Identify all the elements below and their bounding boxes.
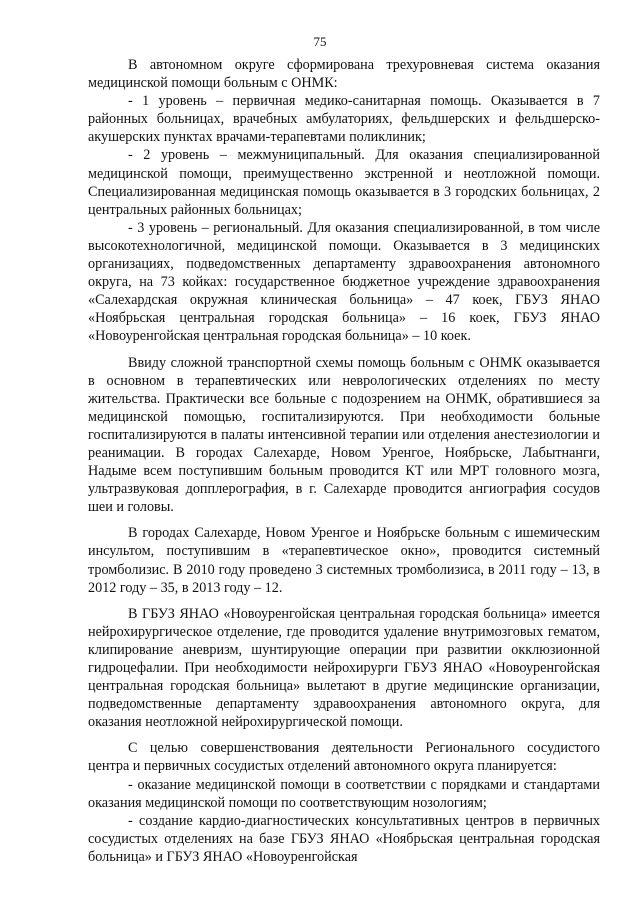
paragraph-neurosurgery: В ГБУЗ ЯНАО «Новоуренгойская центральная городская больница» имеется нейрохирургическое отделение, где проводится удаление внутримозговых гематом, клипирование аневризм, шунтирующие операции при развитии окклюзионной гидроцефалии. При необходимости нейрохирурги ГБУЗ ЯНАО «Новоуренгойская центральная городская больница» вылетают в другие медицинские организации, подведомственные департаменту здравоохранения автономного округа, для оказания неотложной нейрохирургической помощи.	[88, 605, 600, 731]
paragraph-thrombolysis: В городах Салехарде, Новом Уренгое и Ноябрьске больным с ишемическим инсультом, поступившим в «терапевтическое окно», проводится системный тромболизис. В 2010 году проведено 3 системных тромболизиса, в 2011 году – 13, в 2012 году – 35, в 2013 году – 12.	[88, 525, 600, 596]
paragraph-plans-intro: С целью совершенствования деятельности Регионального сосудистого центра и первичных сосудистых отделений автономного округа планируется:	[88, 740, 600, 775]
paragraph-plan-item-2: - создание кардио-диагностических консультативных центров в первичных сосудистых отделениях на базе ГБУЗ ЯНАО «Ноябрьская центральная городская больница» и ГБУЗ ЯНАО «Новоуренгойская	[88, 812, 600, 865]
paragraph-level-2: - 2 уровень – межмуниципальный. Для оказания специализированной медицинской помощи, преимущественно экстренной и неотложной помощи. Специализированная медицинская помощь оказывается в 3 городских больницах, 2 центральных районных больницах;	[88, 147, 600, 218]
paragraph-plan-item-1: - оказание медицинской помощи в соответствии с порядками и стандартами оказания медицинской помощи по соответствующим нозологиям;	[88, 776, 600, 811]
paragraph-level-1: - 1 уровень – первичная медико-санитарная помощь. Оказывается в 7 районных больницах, врачебных амбулаториях, фельдшерских и фельдшерско-акушерских пунктах врачами-терапевтами поликлиник;	[88, 93, 600, 146]
paragraph-intro: В автономном округе сформирована трехуровневая система оказания медицинской помощи больным с ОНМК:	[88, 57, 600, 92]
document-body	[88, 56, 600, 866]
paragraph-transport: Ввиду сложной транспортной схемы помощь больным с ОНМК оказывается в основном в терапевтических или неврологических отделениях по месту жительства. Практически все больные с подозрением на ОНМК, обратившиеся за медицинской помощью, госпитализируются. При необходимости больные госпитализируются в палаты интенсивной терапии или отделения анестезиологии и реанимации. В городах Салехарде, Новом Уренгое, Ноябрьске, Лабытнанги, Надыме всем поступившим больным проводится КТ или МРТ головного мозга, ультразвуковая допплерография, в г. Салехарде проводится ангиография сосудов шеи и головы.	[88, 354, 600, 516]
page-number: 75	[313, 34, 327, 49]
paragraph-level-3: - 3 уровень – региональный. Для оказания специализированной, в том числе высокотехнологичной, медицинской помощи. Оказывается в 3 медицинских организациях, подведомственных департаменту здравоохранения автономного округа, на 73 койках: государственное бюджетное учреждение здравоохранения «Салехардская окружная клиническая больница» – 47 коек, ГБУЗ ЯНАО «Ноябрьская центральная городская больница» – 16 коек, ГБУЗ ЯНАО «Новоуренгойская центральная городская больница» – 10 коек.	[88, 219, 600, 345]
